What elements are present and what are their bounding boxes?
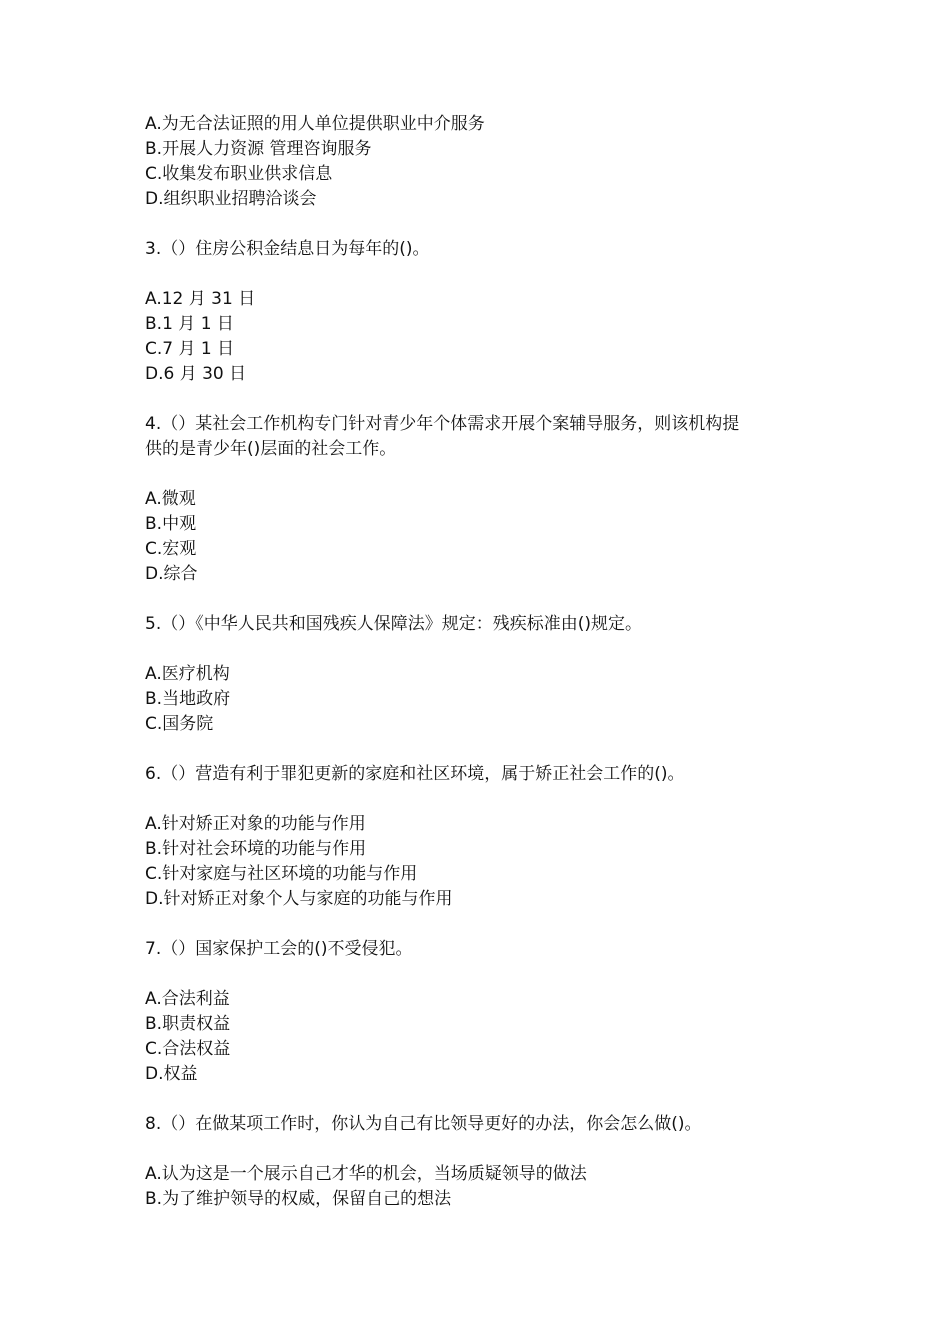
question-7 <box>145 937 825 1087</box>
option: A.认为这是一个展示自己才华的机会，当场质疑领导的做法 <box>145 1164 587 1184</box>
option: B.职责权益 <box>145 1014 231 1034</box>
option: A.为无合法证照的用人单位提供职业中介服务 <box>145 114 485 134</box>
question-text: 供的是青少年()层面的社会工作。 <box>145 439 397 459</box>
option: B.当地政府 <box>145 689 231 709</box>
option: D.权益 <box>145 1064 198 1084</box>
option: D.针对矫正对象个人与家庭的功能与作用 <box>145 889 453 909</box>
option: B.1 月 1 日 <box>145 314 234 334</box>
option: B.中观 <box>145 514 197 534</box>
option: C.国务院 <box>145 714 214 734</box>
option: A.微观 <box>145 489 196 509</box>
question-list <box>145 112 825 1212</box>
option: C.合法权益 <box>145 1039 231 1059</box>
question-4 <box>145 412 825 587</box>
option: A.针对矫正对象的功能与作用 <box>145 814 366 834</box>
question-text: 6.（）营造有利于罪犯更新的家庭和社区环境，属于矫正社会工作的()。 <box>145 764 685 784</box>
question-3 <box>145 237 825 387</box>
option: A.12 月 31 日 <box>145 289 256 309</box>
option: D.组织职业招聘洽谈会 <box>145 189 317 209</box>
option: B.针对社会环境的功能与作用 <box>145 839 367 859</box>
question-options <box>145 812 825 912</box>
option: C.7 月 1 日 <box>145 339 235 359</box>
option: C.宏观 <box>145 539 197 559</box>
option: D.综合 <box>145 564 198 584</box>
question-text: 4.（）某社会工作机构专门针对青少年个体需求开展个案辅导服务，则该机构提 <box>145 414 740 434</box>
option: D.6 月 30 日 <box>145 364 247 384</box>
option: B.开展人力资源 管理咨询服务 <box>145 139 372 159</box>
option: A.合法利益 <box>145 989 230 1009</box>
question-options <box>145 487 825 587</box>
question-text: 5.（）《中华人民共和国残疾人保障法》规定：残疾标准由()规定。 <box>145 614 642 634</box>
question-text: 8.（）在做某项工作时，你认为自己有比领导更好的办法，你会怎么做()。 <box>145 1114 702 1134</box>
question-6 <box>145 762 825 912</box>
option: B.为了维护领导的权威，保留自己的想法 <box>145 1189 452 1209</box>
previous-question-options <box>145 112 825 212</box>
question-5 <box>145 612 825 737</box>
question-8 <box>145 1112 825 1212</box>
option: C.针对家庭与社区环境的功能与作用 <box>145 864 418 884</box>
question-options <box>145 987 825 1087</box>
question-text: 7.（）国家保护工会的()不受侵犯。 <box>145 939 413 959</box>
option: A.医疗机构 <box>145 664 230 684</box>
option: C.收集发布职业供求信息 <box>145 164 333 184</box>
question-options <box>145 1162 825 1212</box>
question-text: 3.（）住房公积金结息日为每年的()。 <box>145 239 430 259</box>
question-options <box>145 662 825 737</box>
question-options <box>145 287 825 387</box>
